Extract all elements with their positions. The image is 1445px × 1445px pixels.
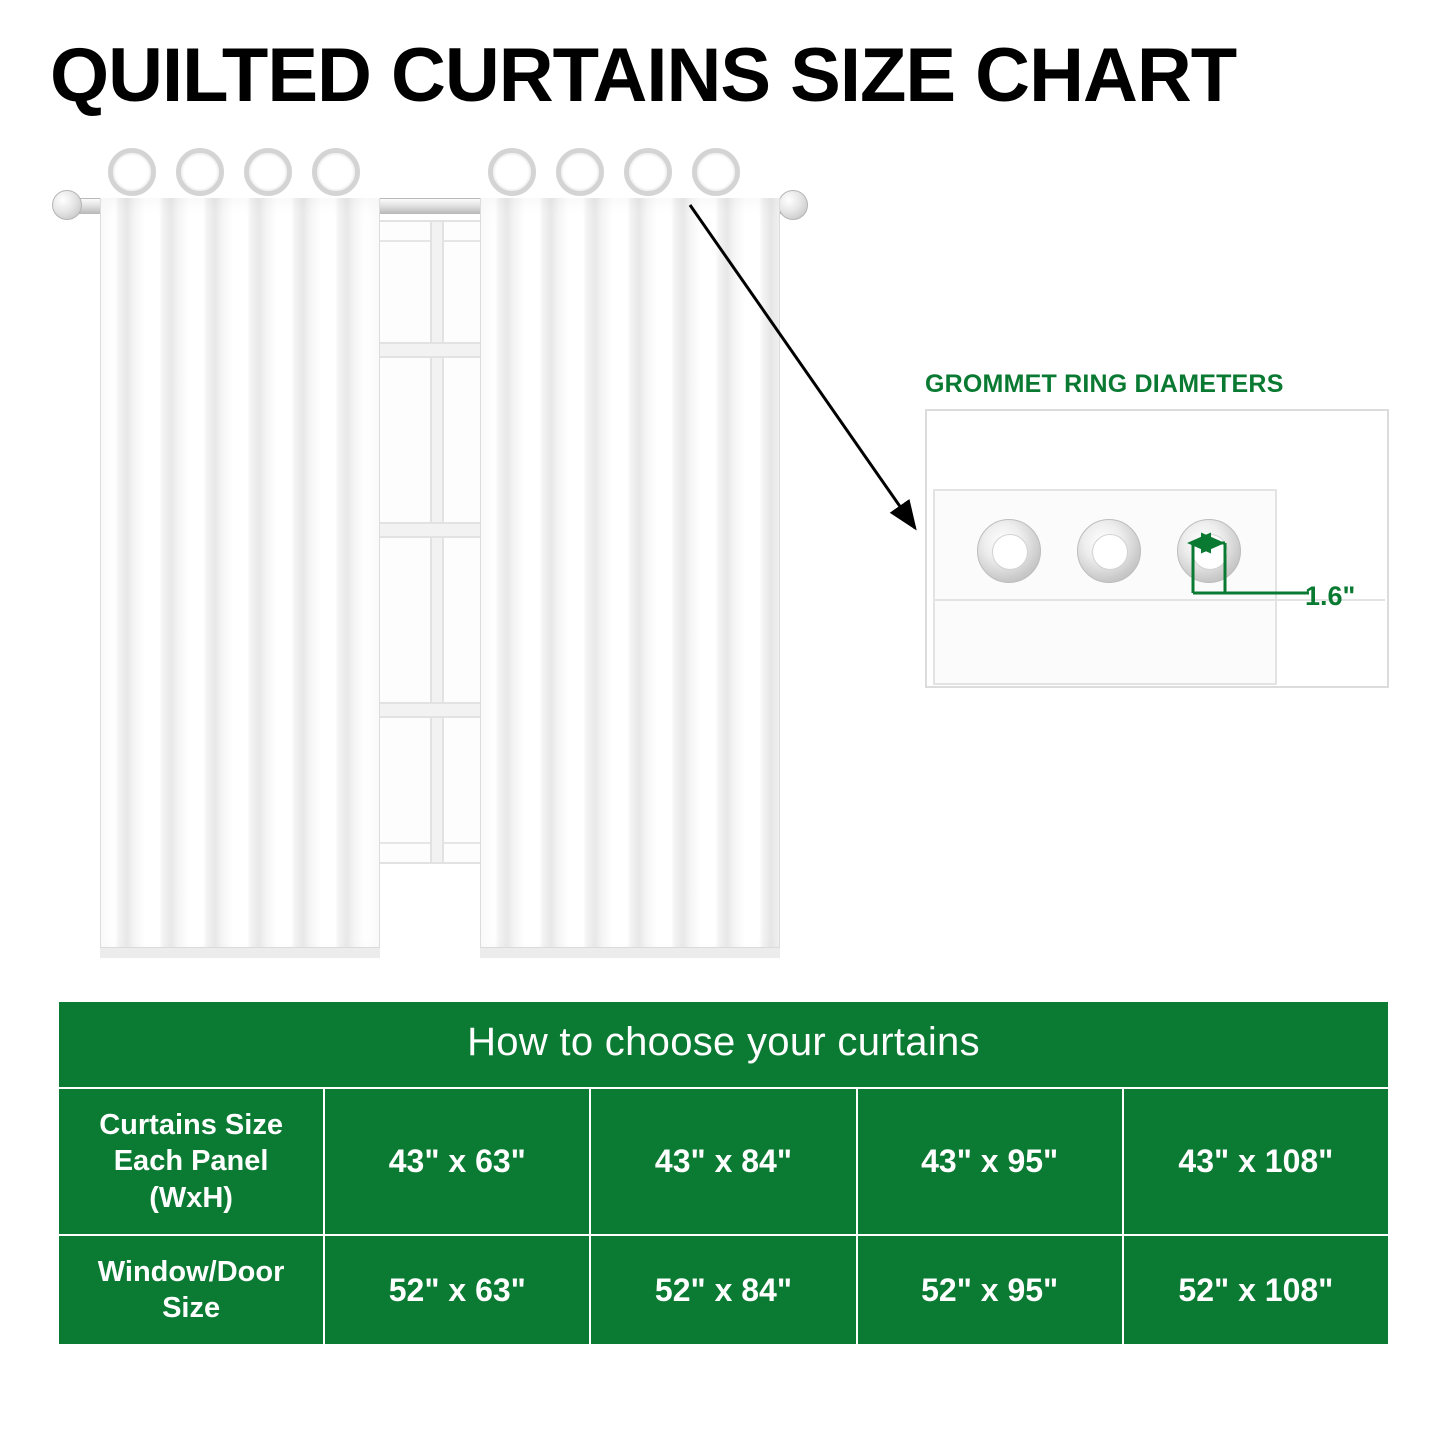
curtain-fabric-left (100, 198, 380, 958)
curtain-hem-right (480, 947, 780, 958)
row-label-window-size (58, 1235, 324, 1346)
curtain-hem-left (100, 947, 380, 958)
grommet-detail-box (925, 409, 1389, 688)
grommet-icon (244, 148, 292, 196)
grommet-icon (692, 148, 740, 196)
label-line: Each Panel (113, 1145, 269, 1178)
cell-window-size-1: 52" x 63" (324, 1235, 590, 1346)
grommet-icon (488, 148, 536, 196)
label-line: (WxH) (149, 1181, 233, 1214)
window-mullion-vertical (430, 222, 444, 862)
rod-finial-left (52, 190, 82, 220)
grommet-detail (925, 370, 1390, 688)
cell-window-size-3: 52" x 95" (857, 1235, 1123, 1346)
cell-window-size-4: 52" x 108" (1123, 1235, 1389, 1346)
page-title: QUILTED CURTAINS SIZE CHART (50, 33, 1237, 118)
table-title: How to choose your curtains (58, 1001, 1389, 1088)
table-header-row (58, 1001, 1389, 1088)
grommet-detail-title: GROMMET RING DIAMETERS (925, 370, 1284, 398)
grommet-icon (312, 148, 360, 196)
cell-curtain-size-2: 43" x 84" (590, 1088, 856, 1235)
label-line: Size (162, 1292, 221, 1324)
curtain-panel-left (100, 198, 380, 958)
table-row (58, 1088, 1389, 1235)
row-label-curtain-size (58, 1088, 324, 1235)
grommet-icon (624, 148, 672, 196)
curtain-fabric-right (480, 198, 780, 958)
dimension-leader (927, 411, 1387, 686)
grommet-icon (108, 148, 156, 196)
grommet-icon (176, 148, 224, 196)
grommet-icon (556, 148, 604, 196)
grommet-dimension-label: 1.6" (1305, 581, 1356, 611)
label-line: Window/Door (97, 1255, 285, 1288)
cell-curtain-size-1: 43" x 63" (324, 1088, 590, 1235)
cell-curtain-size-3: 43" x 95" (857, 1088, 1123, 1235)
size-table (57, 1000, 1390, 1346)
rod-finial-right (778, 190, 808, 220)
cell-window-size-2: 52" x 84" (590, 1235, 856, 1346)
curtain-illustration (40, 160, 820, 980)
curtain-panel-right (480, 198, 780, 958)
label-line: Curtains Size (99, 1109, 283, 1141)
cell-curtain-size-4: 43" x 108" (1123, 1088, 1389, 1235)
table-row (58, 1235, 1389, 1346)
